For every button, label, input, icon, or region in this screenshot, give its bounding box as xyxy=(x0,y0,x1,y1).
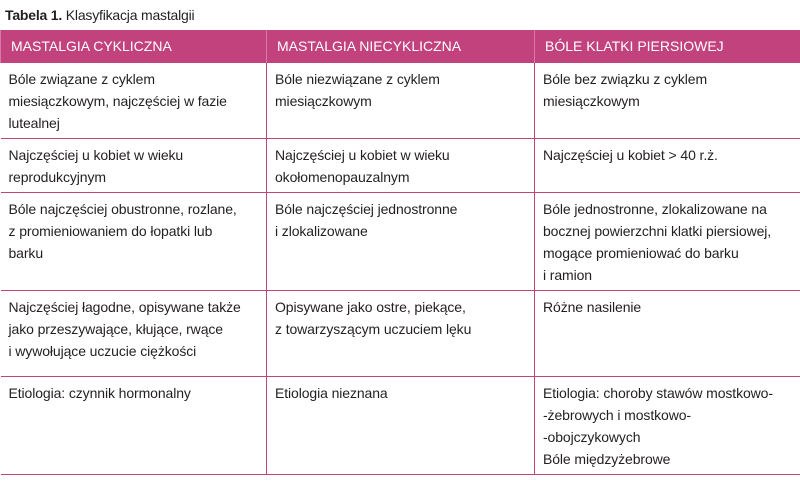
cell-line: Bóle niezwiązane z cyklem xyxy=(275,71,440,87)
cell-line: barku xyxy=(8,245,44,261)
cell-line: Bóle międzyżebrowe xyxy=(543,451,671,467)
cell-line: mogące promieniować do barku xyxy=(543,245,739,261)
header-noncyclic-mastalgia: MASTALGIA NIECYKLICZNA xyxy=(267,30,535,63)
cell-line: Najczęściej łagodne, opisywane także xyxy=(8,299,241,315)
cell-line: jako przeszywające, kłujące, rwące xyxy=(8,321,223,337)
cell-line: Etiologia nieznana xyxy=(275,385,388,401)
cell-line: Różne nasilenie xyxy=(543,299,642,315)
table-row xyxy=(1,63,800,139)
cell-line: i ramion xyxy=(543,267,592,283)
cell-line: Najczęściej u kobiet w wieku xyxy=(275,147,450,163)
header-chest-wall-pain: BÓLE KLATKI PIERSIOWEJ xyxy=(535,30,800,63)
cell-line: Najczęściej u kobiet w wieku xyxy=(8,147,184,163)
table-cell xyxy=(267,193,535,291)
table-cell xyxy=(535,193,800,291)
table-cell xyxy=(535,377,800,475)
cell-line: Najczęściej u kobiet > 40 r.ż. xyxy=(543,147,718,163)
cell-line: miesiączkowym xyxy=(275,93,372,109)
cell-line: okołomenopauzalnym xyxy=(275,169,410,185)
cell-line: z towarzyszącym uczuciem lęku xyxy=(275,321,472,337)
cell-line: lutealnej xyxy=(8,115,60,131)
table-cell xyxy=(535,291,800,377)
table-cell xyxy=(267,377,535,475)
table-caption-text: Klasyfikacja mastalgii xyxy=(65,7,195,23)
cell-line: Etiologia: choroby stawów mostkowo- xyxy=(543,385,773,401)
header-cyclic-mastalgia: MASTALGIA CYKLICZNA xyxy=(1,30,267,63)
cell-line: Bóle jednostronne, zlokalizowane na xyxy=(543,201,767,217)
classification-table xyxy=(0,30,800,475)
table-row xyxy=(1,377,800,475)
cell-line: miesiączkowym, najczęściej w fazie xyxy=(8,93,227,109)
table-caption xyxy=(0,0,800,30)
table-cell xyxy=(535,139,800,193)
cell-line: -obojczykowych xyxy=(543,429,641,445)
cell-line: i wywołujące uczucie ciężkości xyxy=(8,343,197,359)
cell-line: bocznej powierzchni klatki piersiowej, xyxy=(543,223,772,239)
cell-line: miesiączkowym xyxy=(543,93,640,109)
table-cell xyxy=(1,377,267,475)
cell-line: Opisywane jako ostre, piekące, xyxy=(275,299,466,315)
table-row xyxy=(1,193,800,291)
cell-line: z promieniowaniem do łopatki lub xyxy=(8,223,213,239)
table-row xyxy=(1,139,800,193)
table-cell xyxy=(267,63,535,139)
table-cell xyxy=(267,291,535,377)
table-row xyxy=(1,291,800,377)
table-cell xyxy=(1,63,267,139)
cell-line: Bóle związane z cyklem xyxy=(8,71,155,87)
cell-line: i zlokalizowane xyxy=(275,223,368,239)
cell-line: Bóle bez związku z cyklem xyxy=(543,71,708,87)
table-header-row xyxy=(1,30,800,63)
cell-line: Etiologia: czynnik hormonalny xyxy=(8,385,191,401)
table-cell xyxy=(1,139,267,193)
table-cell xyxy=(1,291,267,377)
cell-line: Bóle najczęściej jednostronne xyxy=(275,201,458,217)
cell-line: Bóle najczęściej obustronne, rozlane, xyxy=(8,201,237,217)
cell-line: reprodukcyjnym xyxy=(8,169,106,185)
table-caption-label: Tabela 1. xyxy=(5,7,63,23)
table-cell xyxy=(535,63,800,139)
table-cell xyxy=(1,193,267,291)
table-cell xyxy=(267,139,535,193)
cell-line: -żebrowych i mostkowo- xyxy=(543,407,691,423)
